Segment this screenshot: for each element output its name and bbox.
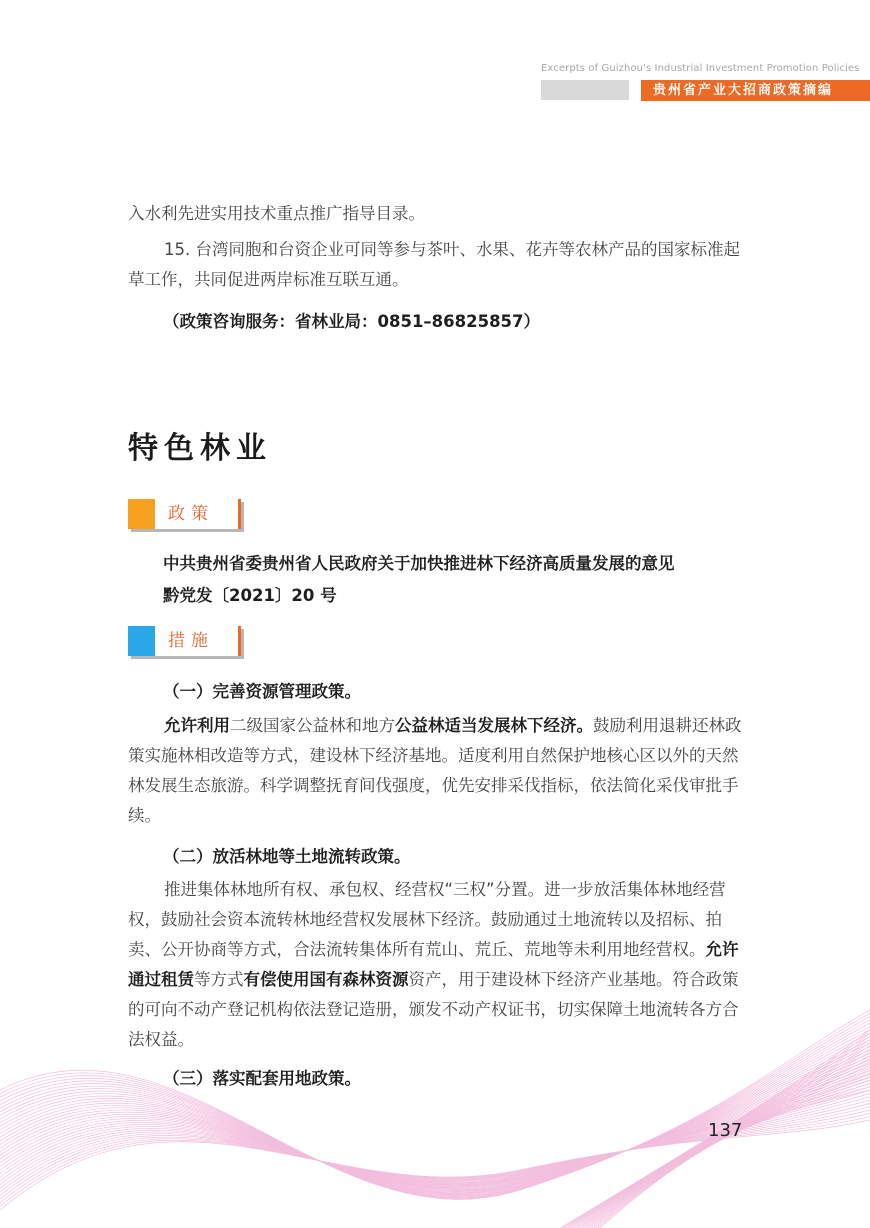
wave-line [579, 1058, 870, 1228]
wave-line [594, 1081, 870, 1228]
measure-1-heading: （一）完善资源管理政策。 [163, 682, 361, 701]
measure-3-heading: （三）落实配套用地政策。 [163, 1069, 361, 1088]
continued-text: 入水利先进实用技术重点推广指导目录。 [128, 204, 425, 223]
item-15-text: 15. 台湾同胞和台资企业可同等参与茶叶、水果、花卉等农林产品的国家标准起草工作，共同促进两岸标准互联互通。 [128, 240, 740, 289]
wave-line [577, 1055, 870, 1228]
wave-line [598, 1087, 870, 1228]
wave-line [581, 1062, 870, 1228]
wave-line [0, 1037, 870, 1194]
measure-1-highlight-a: 允许利用 [164, 716, 230, 735]
measure-1-highlight-b: 公益林适当发展林下经济。 [395, 716, 593, 735]
measure-2-text-c: 资产，用于建设林下经济产业基地。符合政策的可向不动产登记机构依法登记造册，颁发不动产权证书，切实保障土地流转各方合法权益。 [128, 970, 739, 1049]
measure-2-highlight-a: 允许通过租赁 [128, 940, 739, 989]
policy-document-title: 中共贵州省委贵州省人民政府关于加快推进林下经济高质量发展的意见 [163, 554, 675, 573]
measure-2-paragraph [128, 875, 742, 1055]
wave-line [600, 1090, 870, 1228]
wave-line [585, 1068, 870, 1228]
wave-line [0, 1103, 870, 1191]
measures-tag [128, 626, 241, 656]
wave-line [0, 1040, 870, 1193]
wave-line [589, 1074, 870, 1228]
measure-2-text-b: 等方式 [194, 970, 244, 989]
section-title: 特色林业 [128, 431, 272, 466]
measure-1-text-a: 二级国家公益林和地方 [230, 716, 395, 735]
wave-line [0, 1043, 870, 1192]
policy-document-number: 黔党发〔2021〕20 号 [163, 586, 337, 605]
wave-line [587, 1071, 870, 1228]
wave-line [592, 1077, 870, 1228]
page-number: 137 [708, 1120, 743, 1141]
header-chinese-title: 贵州省产业大招商政策摘编 [641, 80, 870, 101]
header-english-subtitle: Excerpts of Guizhou's Industrial Investment Promotion Policies [541, 63, 860, 74]
measure-2-text-a: 推进集体林地所有权、承包权、经营权“三权”分置。进一步放活集体林地经营权，鼓励社会资本流转林地经营权发展林下经济。鼓励通过土地流转以及招标、拍卖、公开协商等方式，合法流转集体所有荒山、荒丘、荒地等未利用地经营权。 [128, 880, 726, 959]
wave-line [0, 1100, 870, 1188]
measure-2-heading: （二）放活林地等土地流转政策。 [163, 847, 411, 866]
wave-line [0, 1033, 870, 1194]
tag-square-icon [128, 626, 155, 656]
wave-line [596, 1084, 870, 1228]
wave-line [583, 1065, 870, 1228]
measure-1-text-b: 鼓励利用退耕还林政策实施林相改造等方式，建设林下经济基地。适度利用自然保护地核心区以外的天然林发展生态旅游。科学调整抚育间伐强度，优先安排采伐指标，依法简化采伐审批手续。 [128, 716, 742, 825]
consult-note: （政策咨询服务：省林业局：0851–86825857） [163, 312, 541, 331]
header-gray-bar [541, 80, 629, 100]
measure-2-highlight-b: 有偿使用国有森林资源 [243, 970, 409, 989]
policy-tag [128, 499, 241, 529]
policy-tag-label: 政策 [168, 504, 214, 524]
measure-1-paragraph [128, 711, 742, 831]
measures-tag-label: 措施 [168, 631, 214, 651]
tag-square-icon [128, 499, 155, 529]
